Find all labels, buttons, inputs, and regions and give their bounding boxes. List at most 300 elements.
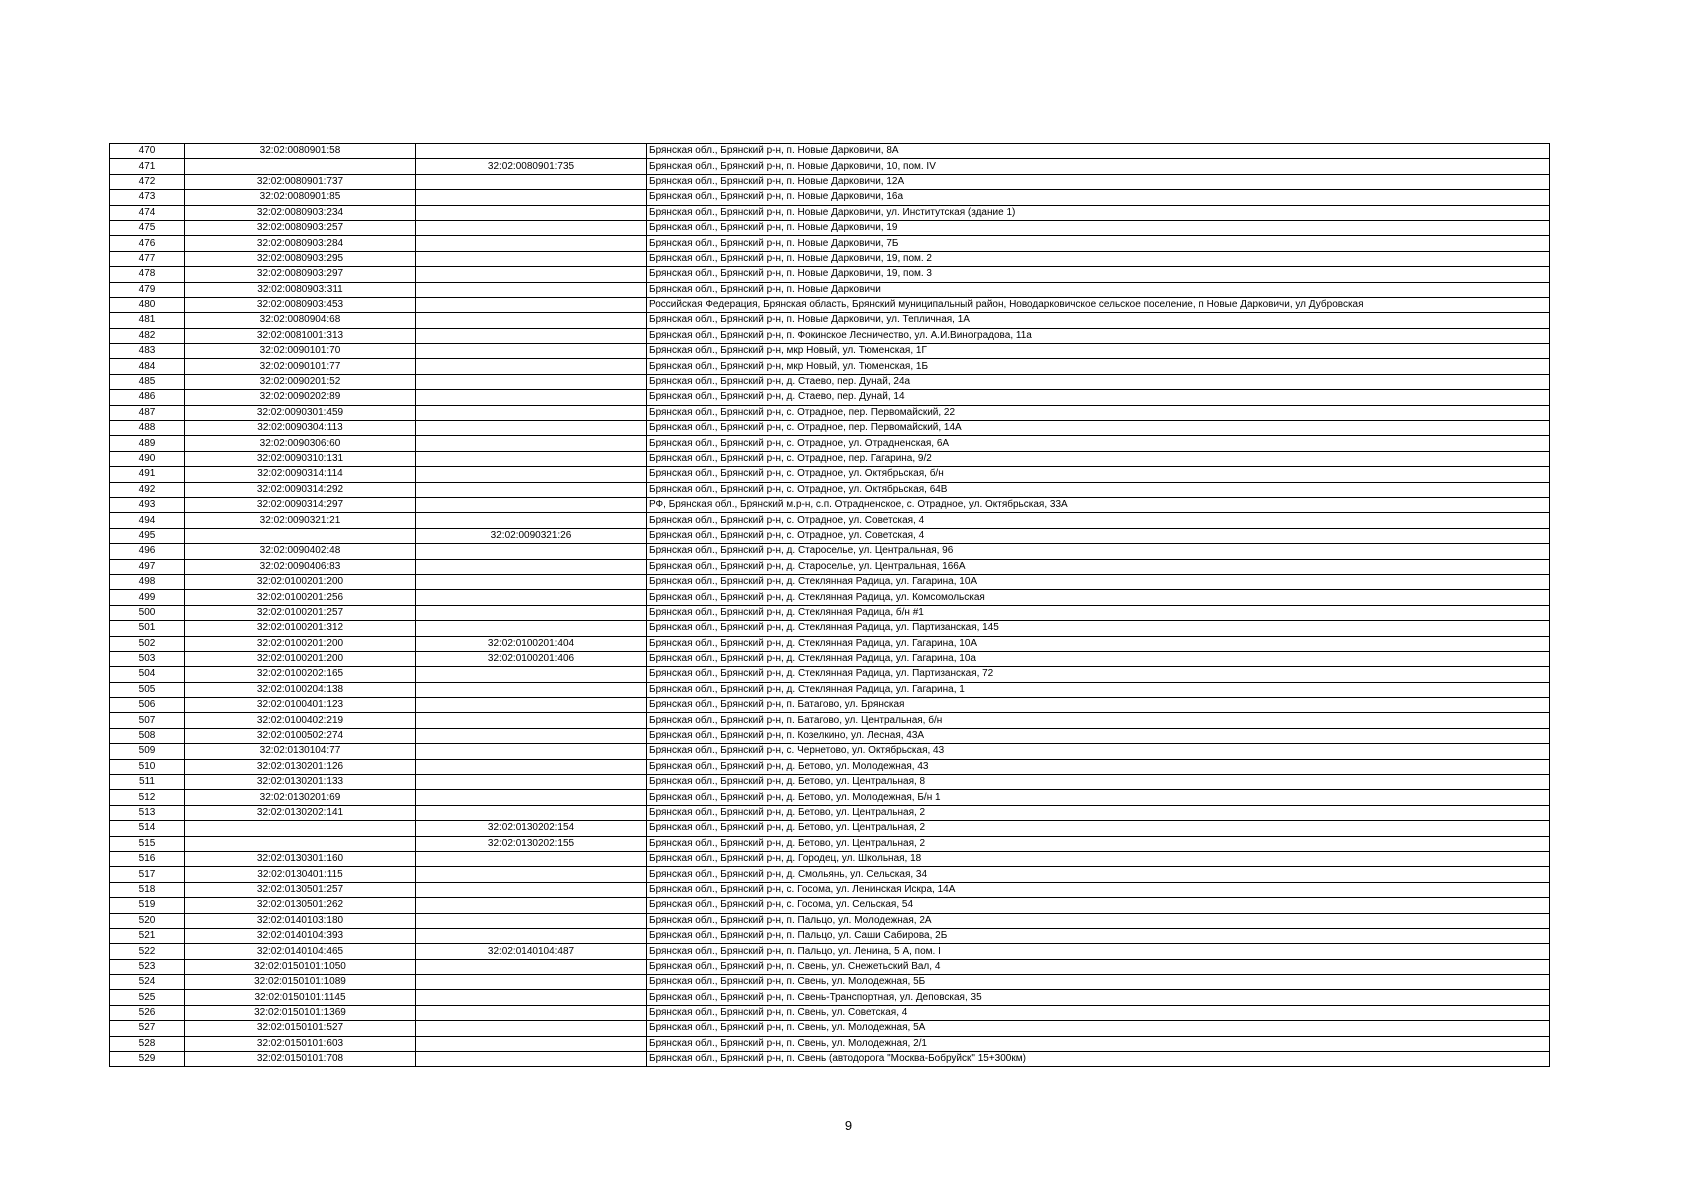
registry-table	[109, 143, 1550, 1067]
cadastral-number-cell: 32:02:0090321:21	[185, 513, 416, 528]
row-number-cell: 480	[110, 297, 185, 312]
table-row	[110, 297, 1550, 312]
secondary-cadastral-number-cell	[416, 990, 647, 1005]
row-number-cell: 500	[110, 605, 185, 620]
secondary-cadastral-number-cell	[416, 144, 647, 159]
address-cell: Брянская обл., Брянский р-н, д. Стеклянная Радица, ул. Гагарина, 10А	[647, 636, 1550, 651]
cadastral-number-cell: 32:02:0100201:200	[185, 574, 416, 589]
cadastral-number-cell	[185, 836, 416, 851]
row-number-cell: 477	[110, 251, 185, 266]
address-cell: Брянская обл., Брянский р-н, д. Бетово, ул. Центральная, 2	[647, 821, 1550, 836]
address-cell: Брянская обл., Брянский р-н, д. Бетово, ул. Молодежная, Б/н 1	[647, 790, 1550, 805]
row-number-cell: 518	[110, 882, 185, 897]
cadastral-number-cell: 32:02:0150101:1089	[185, 975, 416, 990]
table-row	[110, 836, 1550, 851]
table-row	[110, 390, 1550, 405]
table-row	[110, 205, 1550, 220]
cadastral-number-cell: 32:02:0080901:737	[185, 174, 416, 189]
cadastral-number-cell: 32:02:0100201:256	[185, 590, 416, 605]
secondary-cadastral-number-cell	[416, 282, 647, 297]
row-number-cell: 482	[110, 328, 185, 343]
secondary-cadastral-number-cell	[416, 975, 647, 990]
cadastral-number-cell: 32:02:0100402:219	[185, 713, 416, 728]
cadastral-number-cell: 32:02:0150101:1369	[185, 1005, 416, 1020]
table-row	[110, 1005, 1550, 1020]
secondary-cadastral-number-cell: 32:02:0100201:406	[416, 651, 647, 666]
cadastral-number-cell: 32:02:0080903:295	[185, 251, 416, 266]
row-number-cell: 520	[110, 913, 185, 928]
table-row	[110, 590, 1550, 605]
secondary-cadastral-number-cell	[416, 236, 647, 251]
secondary-cadastral-number-cell	[416, 405, 647, 420]
address-cell: Брянская обл., Брянский р-н, с. Госома, ул. Сельская, 54	[647, 898, 1550, 913]
table-row	[110, 328, 1550, 343]
table-row	[110, 821, 1550, 836]
secondary-cadastral-number-cell	[416, 805, 647, 820]
secondary-cadastral-number-cell	[416, 959, 647, 974]
secondary-cadastral-number-cell	[416, 744, 647, 759]
table-row	[110, 975, 1550, 990]
secondary-cadastral-number-cell	[416, 1021, 647, 1036]
secondary-cadastral-number-cell	[416, 1036, 647, 1051]
cadastral-number-cell: 32:02:0080901:58	[185, 144, 416, 159]
address-cell: Брянская обл., Брянский р-н, п. Свень-Транспортная, ул. Деповская, 35	[647, 990, 1550, 1005]
address-cell: Брянская обл., Брянский р-н, п. Свень, ул. Советская, 4	[647, 1005, 1550, 1020]
row-number-cell: 504	[110, 667, 185, 682]
registry-table-body	[110, 144, 1550, 1067]
address-cell: Брянская обл., Брянский р-н, д. Бетово, ул. Центральная, 2	[647, 805, 1550, 820]
row-number-cell: 527	[110, 1021, 185, 1036]
secondary-cadastral-number-cell	[416, 344, 647, 359]
table-row	[110, 282, 1550, 297]
secondary-cadastral-number-cell	[416, 851, 647, 866]
row-number-cell: 510	[110, 759, 185, 774]
cadastral-number-cell: 32:02:0090310:131	[185, 451, 416, 466]
table-row	[110, 913, 1550, 928]
secondary-cadastral-number-cell	[416, 928, 647, 943]
address-cell: Брянская обл., Брянский р-н, д. Стеклянная Радица, ул. Партизанская, 145	[647, 621, 1550, 636]
page-number: 9	[844, 1118, 853, 1133]
row-number-cell: 526	[110, 1005, 185, 1020]
cadastral-number-cell: 32:02:0080903:311	[185, 282, 416, 297]
row-number-cell: 491	[110, 467, 185, 482]
secondary-cadastral-number-cell	[416, 759, 647, 774]
row-number-cell: 474	[110, 205, 185, 220]
address-cell: Брянская обл., Брянский р-н, с. Отрадное, ул. Октябрьская, б/н	[647, 467, 1550, 482]
table-row	[110, 574, 1550, 589]
cadastral-number-cell: 32:02:0130201:69	[185, 790, 416, 805]
cadastral-number-cell: 32:02:0090301:459	[185, 405, 416, 420]
address-cell: Брянская обл., Брянский р-н, д. Стеклянная Радица, ул. Комсомольская	[647, 590, 1550, 605]
address-cell: Брянская обл., Брянский р-н, с. Отрадное, пер. Первомайский, 22	[647, 405, 1550, 420]
row-number-cell: 470	[110, 144, 185, 159]
secondary-cadastral-number-cell	[416, 267, 647, 282]
cadastral-number-cell: 32:02:0100201:312	[185, 621, 416, 636]
secondary-cadastral-number-cell	[416, 297, 647, 312]
secondary-cadastral-number-cell	[416, 313, 647, 328]
table-row	[110, 451, 1550, 466]
row-number-cell: 512	[110, 790, 185, 805]
address-cell: Брянская обл., Брянский р-н, мкр Новый, ул. Тюменская, 1Б	[647, 359, 1550, 374]
table-row	[110, 1052, 1550, 1067]
cadastral-number-cell	[185, 159, 416, 174]
cadastral-number-cell: 32:02:0150101:527	[185, 1021, 416, 1036]
row-number-cell: 521	[110, 928, 185, 943]
address-cell: Брянская обл., Брянский р-н, с. Чернетово, ул. Октябрьская, 43	[647, 744, 1550, 759]
cadastral-number-cell: 32:02:0080903:284	[185, 236, 416, 251]
cadastral-number-cell: 32:02:0150101:708	[185, 1052, 416, 1067]
address-cell: Брянская обл., Брянский р-н, п. Новые Дарковичи, 19, пом. 3	[647, 267, 1550, 282]
row-number-cell: 524	[110, 975, 185, 990]
secondary-cadastral-number-cell	[416, 775, 647, 790]
cadastral-number-cell: 32:02:0130201:133	[185, 775, 416, 790]
secondary-cadastral-number-cell	[416, 467, 647, 482]
cadastral-number-cell: 32:02:0150101:1145	[185, 990, 416, 1005]
cadastral-number-cell: 32:02:0090201:52	[185, 374, 416, 389]
cadastral-number-cell: 32:02:0080901:85	[185, 190, 416, 205]
table-row	[110, 436, 1550, 451]
table-row	[110, 559, 1550, 574]
table-row	[110, 698, 1550, 713]
secondary-cadastral-number-cell	[416, 867, 647, 882]
table-row	[110, 990, 1550, 1005]
cadastral-number-cell: 32:02:0140103:180	[185, 913, 416, 928]
secondary-cadastral-number-cell: 32:02:0100201:404	[416, 636, 647, 651]
secondary-cadastral-number-cell	[416, 698, 647, 713]
secondary-cadastral-number-cell	[416, 605, 647, 620]
address-cell: Брянская обл., Брянский р-н, п. Свень, ул. Молодежная, 5Б	[647, 975, 1550, 990]
row-number-cell: 485	[110, 374, 185, 389]
row-number-cell: 484	[110, 359, 185, 374]
secondary-cadastral-number-cell	[416, 328, 647, 343]
cadastral-number-cell: 32:02:0090406:83	[185, 559, 416, 574]
secondary-cadastral-number-cell: 32:02:0130202:154	[416, 821, 647, 836]
table-row	[110, 220, 1550, 235]
table-row	[110, 728, 1550, 743]
secondary-cadastral-number-cell	[416, 1005, 647, 1020]
secondary-cadastral-number-cell	[416, 913, 647, 928]
table-row	[110, 928, 1550, 943]
cadastral-number-cell: 32:02:0090202:89	[185, 390, 416, 405]
row-number-cell: 481	[110, 313, 185, 328]
row-number-cell: 496	[110, 544, 185, 559]
table-row	[110, 805, 1550, 820]
table-row	[110, 759, 1550, 774]
address-cell: Брянская обл., Брянский р-н, с. Отрадное, пер. Гагарина, 9/2	[647, 451, 1550, 466]
secondary-cadastral-number-cell	[416, 421, 647, 436]
secondary-cadastral-number-cell	[416, 667, 647, 682]
table-row	[110, 959, 1550, 974]
row-number-cell: 492	[110, 482, 185, 497]
secondary-cadastral-number-cell	[416, 482, 647, 497]
address-cell: Брянская обл., Брянский р-н, с. Отрадное, ул. Отрадненская, 6А	[647, 436, 1550, 451]
cadastral-number-cell: 32:02:0090101:77	[185, 359, 416, 374]
secondary-cadastral-number-cell	[416, 882, 647, 897]
cadastral-number-cell: 32:02:0090314:297	[185, 497, 416, 512]
cadastral-number-cell: 32:02:0080903:297	[185, 267, 416, 282]
address-cell: Брянская обл., Брянский р-н, п. Батагово, ул. Центральная, б/н	[647, 713, 1550, 728]
secondary-cadastral-number-cell: 32:02:0080901:735	[416, 159, 647, 174]
address-cell: Брянская обл., Брянский р-н, д. Стеклянная Радица, ул. Гагарина, 10А	[647, 574, 1550, 589]
row-number-cell: 507	[110, 713, 185, 728]
cadastral-number-cell: 32:02:0130501:257	[185, 882, 416, 897]
row-number-cell: 473	[110, 190, 185, 205]
secondary-cadastral-number-cell	[416, 898, 647, 913]
table-row	[110, 313, 1550, 328]
cadastral-number-cell: 32:02:0130104:77	[185, 744, 416, 759]
address-cell: Брянская обл., Брянский р-н, п. Новые Дарковичи, 7Б	[647, 236, 1550, 251]
row-number-cell: 522	[110, 944, 185, 959]
cadastral-number-cell: 32:02:0100201:200	[185, 636, 416, 651]
table-row	[110, 851, 1550, 866]
secondary-cadastral-number-cell	[416, 713, 647, 728]
table-row	[110, 344, 1550, 359]
secondary-cadastral-number-cell: 32:02:0140104:487	[416, 944, 647, 959]
address-cell: Брянская обл., Брянский р-н, п. Фокинское Лесничество, ул. А.И.Виноградова, 11а	[647, 328, 1550, 343]
address-cell: Брянская обл., Брянский р-н, п. Козелкино, ул. Лесная, 43А	[647, 728, 1550, 743]
table-row	[110, 790, 1550, 805]
address-cell: Брянская обл., Брянский р-н, д. Бетово, ул. Молодежная, 43	[647, 759, 1550, 774]
row-number-cell: 471	[110, 159, 185, 174]
row-number-cell: 493	[110, 497, 185, 512]
row-number-cell: 479	[110, 282, 185, 297]
address-cell: Брянская обл., Брянский р-н, д. Стеклянная Радица, б/н #1	[647, 605, 1550, 620]
cadastral-number-cell: 32:02:0130201:126	[185, 759, 416, 774]
table-row	[110, 374, 1550, 389]
address-cell: Брянская обл., Брянский р-н, мкр Новый, ул. Тюменская, 1Г	[647, 344, 1550, 359]
address-cell: Брянская обл., Брянский р-н, п. Новые Дарковичи, 10, пом. IV	[647, 159, 1550, 174]
table-row	[110, 467, 1550, 482]
address-cell: Брянская обл., Брянский р-н, п. Свень, ул. Снежетьский Вал, 4	[647, 959, 1550, 974]
cadastral-number-cell	[185, 821, 416, 836]
secondary-cadastral-number-cell	[416, 621, 647, 636]
row-number-cell: 503	[110, 651, 185, 666]
address-cell: Брянская обл., Брянский р-н, д. Городец, ул. Школьная, 18	[647, 851, 1550, 866]
cadastral-number-cell: 32:02:0100202:165	[185, 667, 416, 682]
address-cell: Брянская обл., Брянский р-н, п. Новые Дарковичи, 19, пом. 2	[647, 251, 1550, 266]
cadastral-number-cell: 32:02:0100502:274	[185, 728, 416, 743]
address-cell: Брянская обл., Брянский р-н, д. Стеклянная Радица, ул. Партизанская, 72	[647, 667, 1550, 682]
cadastral-number-cell: 32:02:0080904:68	[185, 313, 416, 328]
secondary-cadastral-number-cell: 32:02:0130202:155	[416, 836, 647, 851]
cadastral-number-cell: 32:02:0130401:115	[185, 867, 416, 882]
address-cell: Брянская обл., Брянский р-н, п. Новые Дарковичи	[647, 282, 1550, 297]
row-number-cell: 494	[110, 513, 185, 528]
table-row	[110, 251, 1550, 266]
table-row	[110, 1021, 1550, 1036]
address-cell: Брянская обл., Брянский р-н, п. Свень, ул. Молодежная, 5А	[647, 1021, 1550, 1036]
table-row	[110, 667, 1550, 682]
address-cell: Брянская обл., Брянский р-н, п. Свень, ул. Молодежная, 2/1	[647, 1036, 1550, 1051]
cadastral-number-cell: 32:02:0100401:123	[185, 698, 416, 713]
table-row	[110, 636, 1550, 651]
address-cell: Брянская обл., Брянский р-н, д. Стеклянная Радица, ул. Гагарина, 10а	[647, 651, 1550, 666]
address-cell: Брянская обл., Брянский р-н, д. Смольянь, ул. Сельская, 34	[647, 867, 1550, 882]
table-row	[110, 682, 1550, 697]
address-cell: Брянская обл., Брянский р-н, с. Госома, ул. Ленинская Искра, 14А	[647, 882, 1550, 897]
address-cell: Брянская обл., Брянский р-н, с. Отрадное, ул. Октябрьская, 64В	[647, 482, 1550, 497]
address-cell: Брянская обл., Брянский р-н, д. Бетово, ул. Центральная, 8	[647, 775, 1550, 790]
address-cell: РФ, Брянская обл., Брянский м.р-н, с.п. Отрадненское, с. Отрадное, ул. Октябрьская, 33А	[647, 497, 1550, 512]
secondary-cadastral-number-cell	[416, 451, 647, 466]
secondary-cadastral-number-cell	[416, 205, 647, 220]
cadastral-number-cell: 32:02:0090402:48	[185, 544, 416, 559]
table-row	[110, 713, 1550, 728]
row-number-cell: 508	[110, 728, 185, 743]
secondary-cadastral-number-cell	[416, 359, 647, 374]
table-row	[110, 944, 1550, 959]
address-cell: Российская Федерация, Брянская область, Брянский муниципальный район, Новодарковичское сельское поселение, п Новые Дарковичи, ул Дубровская	[647, 297, 1550, 312]
address-cell: Брянская обл., Брянский р-н, с. Отрадное, пер. Первомайский, 14А	[647, 421, 1550, 436]
row-number-cell: 499	[110, 590, 185, 605]
secondary-cadastral-number-cell: 32:02:0090321:26	[416, 528, 647, 543]
cadastral-number-cell: 32:02:0100204:138	[185, 682, 416, 697]
row-number-cell: 505	[110, 682, 185, 697]
secondary-cadastral-number-cell	[416, 374, 647, 389]
table-row	[110, 621, 1550, 636]
row-number-cell: 506	[110, 698, 185, 713]
cadastral-number-cell: 32:02:0130301:160	[185, 851, 416, 866]
table-row	[110, 605, 1550, 620]
row-number-cell: 519	[110, 898, 185, 913]
table-row	[110, 882, 1550, 897]
secondary-cadastral-number-cell	[416, 682, 647, 697]
address-cell: Брянская обл., Брянский р-н, с. Отрадное, ул. Советская, 4	[647, 513, 1550, 528]
row-number-cell: 529	[110, 1052, 185, 1067]
table-row	[110, 744, 1550, 759]
row-number-cell: 501	[110, 621, 185, 636]
table-row	[110, 482, 1550, 497]
secondary-cadastral-number-cell	[416, 174, 647, 189]
address-cell: Брянская обл., Брянский р-н, д. Староселье, ул. Центральная, 166А	[647, 559, 1550, 574]
secondary-cadastral-number-cell	[416, 1052, 647, 1067]
table-row	[110, 513, 1550, 528]
row-number-cell: 476	[110, 236, 185, 251]
cadastral-number-cell: 32:02:0140104:465	[185, 944, 416, 959]
secondary-cadastral-number-cell	[416, 590, 647, 605]
secondary-cadastral-number-cell	[416, 790, 647, 805]
cadastral-number-cell: 32:02:0090314:114	[185, 467, 416, 482]
secondary-cadastral-number-cell	[416, 436, 647, 451]
row-number-cell: 515	[110, 836, 185, 851]
address-cell: Брянская обл., Брянский р-н, п. Новые Дарковичи, ул. Институтская (здание 1)	[647, 205, 1550, 220]
row-number-cell: 514	[110, 821, 185, 836]
table-row	[110, 651, 1550, 666]
cadastral-number-cell: 32:02:0150101:603	[185, 1036, 416, 1051]
address-cell: Брянская обл., Брянский р-н, п. Новые Дарковичи, 16а	[647, 190, 1550, 205]
secondary-cadastral-number-cell	[416, 497, 647, 512]
table-row	[110, 190, 1550, 205]
address-cell: Брянская обл., Брянский р-н, п. Новые Дарковичи, 8А	[647, 144, 1550, 159]
table-row	[110, 1036, 1550, 1051]
table-row	[110, 267, 1550, 282]
table-row	[110, 236, 1550, 251]
secondary-cadastral-number-cell	[416, 574, 647, 589]
table-row	[110, 528, 1550, 543]
address-cell: Брянская обл., Брянский р-н, д. Бетово, ул. Центральная, 2	[647, 836, 1550, 851]
cadastral-number-cell: 32:02:0090304:113	[185, 421, 416, 436]
address-cell: Брянская обл., Брянский р-н, п. Пальцо, ул. Саши Сабирова, 2Б	[647, 928, 1550, 943]
table-row	[110, 497, 1550, 512]
secondary-cadastral-number-cell	[416, 220, 647, 235]
row-number-cell: 516	[110, 851, 185, 866]
address-cell: Брянская обл., Брянский р-н, д. Стаево, пер. Дунай, 14	[647, 390, 1550, 405]
table-row	[110, 144, 1550, 159]
cadastral-number-cell: 32:02:0140104:393	[185, 928, 416, 943]
secondary-cadastral-number-cell	[416, 251, 647, 266]
cadastral-number-cell: 32:02:0130501:262	[185, 898, 416, 913]
row-number-cell: 502	[110, 636, 185, 651]
address-cell: Брянская обл., Брянский р-н, п. Пальцо, ул. Молодежная, 2А	[647, 913, 1550, 928]
address-cell: Брянская обл., Брянский р-н, д. Стеклянная Радица, ул. Гагарина, 1	[647, 682, 1550, 697]
row-number-cell: 486	[110, 390, 185, 405]
address-cell: Брянская обл., Брянский р-н, д. Стаево, пер. Дунай, 24а	[647, 374, 1550, 389]
cadastral-number-cell	[185, 528, 416, 543]
table-row	[110, 159, 1550, 174]
row-number-cell: 488	[110, 421, 185, 436]
row-number-cell: 517	[110, 867, 185, 882]
row-number-cell: 513	[110, 805, 185, 820]
row-number-cell: 509	[110, 744, 185, 759]
secondary-cadastral-number-cell	[416, 728, 647, 743]
address-cell: Брянская обл., Брянский р-н, д. Староселье, ул. Центральная, 96	[647, 544, 1550, 559]
row-number-cell: 472	[110, 174, 185, 189]
cadastral-number-cell: 32:02:0090306:60	[185, 436, 416, 451]
cadastral-number-cell: 32:02:0080903:257	[185, 220, 416, 235]
secondary-cadastral-number-cell	[416, 513, 647, 528]
address-cell: Брянская обл., Брянский р-н, п. Свень (автодорога "Москва-Бобруйск" 15+300км)	[647, 1052, 1550, 1067]
table-row	[110, 174, 1550, 189]
row-number-cell: 478	[110, 267, 185, 282]
row-number-cell: 497	[110, 559, 185, 574]
row-number-cell: 511	[110, 775, 185, 790]
row-number-cell: 475	[110, 220, 185, 235]
table-row	[110, 544, 1550, 559]
cadastral-number-cell: 32:02:0080903:234	[185, 205, 416, 220]
table-row	[110, 359, 1550, 374]
row-number-cell: 483	[110, 344, 185, 359]
table-row	[110, 775, 1550, 790]
secondary-cadastral-number-cell	[416, 190, 647, 205]
cadastral-number-cell: 32:02:0150101:1050	[185, 959, 416, 974]
secondary-cadastral-number-cell	[416, 390, 647, 405]
table-row	[110, 898, 1550, 913]
secondary-cadastral-number-cell	[416, 559, 647, 574]
cadastral-number-cell: 32:02:0090314:292	[185, 482, 416, 497]
address-cell: Брянская обл., Брянский р-н, с. Отрадное, ул. Советская, 4	[647, 528, 1550, 543]
row-number-cell: 489	[110, 436, 185, 451]
table-row	[110, 867, 1550, 882]
row-number-cell: 523	[110, 959, 185, 974]
row-number-cell: 495	[110, 528, 185, 543]
row-number-cell: 528	[110, 1036, 185, 1051]
table-row	[110, 421, 1550, 436]
address-cell: Брянская обл., Брянский р-н, п. Новые Дарковичи, 12А	[647, 174, 1550, 189]
cadastral-number-cell: 32:02:0100201:200	[185, 651, 416, 666]
address-cell: Брянская обл., Брянский р-н, п. Пальцо, ул. Ленина, 5 А, пом. I	[647, 944, 1550, 959]
row-number-cell: 487	[110, 405, 185, 420]
cadastral-number-cell: 32:02:0090101:70	[185, 344, 416, 359]
cadastral-number-cell: 32:02:0080903:453	[185, 297, 416, 312]
row-number-cell: 490	[110, 451, 185, 466]
address-cell: Брянская обл., Брянский р-н, п. Батагово, ул. Брянская	[647, 698, 1550, 713]
cadastral-number-cell: 32:02:0130202:141	[185, 805, 416, 820]
cadastral-number-cell: 32:02:0100201:257	[185, 605, 416, 620]
cadastral-number-cell: 32:02:0081001:313	[185, 328, 416, 343]
row-number-cell: 525	[110, 990, 185, 1005]
address-cell: Брянская обл., Брянский р-н, п. Новые Дарковичи, ул. Тепличная, 1А	[647, 313, 1550, 328]
secondary-cadastral-number-cell	[416, 544, 647, 559]
